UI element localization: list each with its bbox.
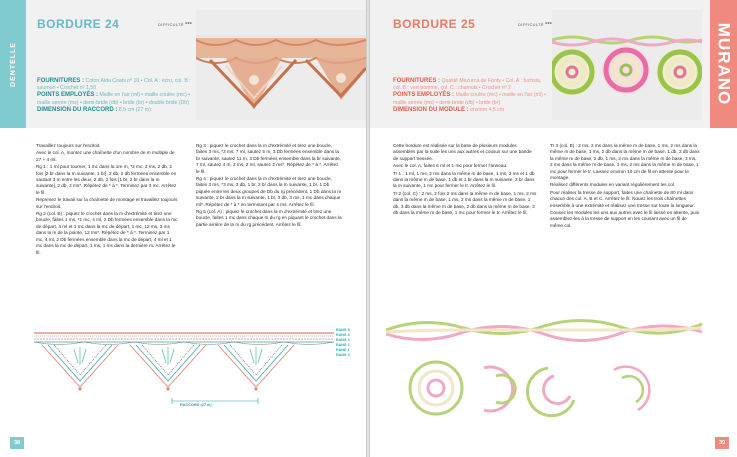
instruction-paragraph: Tr 2 (col. C) : 2 ms, 2 fois 2 ms dans la même m de base, 1 ms, 2 ms dans la même m de base, 1 ms, 2 ms dans la même m de base, 1 db, 3 db dans la même m de base, 2 db dans la même m de base, 3 db dans la même m de base, 1 mc pour fermer le tr. Arrêtez le fil. — [393, 190, 537, 216]
dimension-line — [393, 107, 549, 114]
side-tab-label: MURANO — [714, 22, 734, 106]
difficulty-marks: *** — [545, 22, 552, 28]
round-legend — [336, 328, 350, 357]
murano-chart-image — [384, 310, 704, 430]
round-label: RANG 3 — [336, 337, 350, 342]
right-page — [370, 0, 737, 457]
dimension-line — [37, 107, 197, 114]
right-specs — [393, 78, 549, 114]
points-line — [393, 92, 549, 106]
fournitures-label: FOURNITURES : — [37, 78, 84, 84]
page-number: 38 — [10, 437, 24, 449]
round-label: RANG 5 — [336, 328, 350, 332]
dimension-text: environ 4,5 cm — [470, 106, 505, 113]
difficulty-label: DIFFICULTÉ — [158, 22, 184, 27]
instruction-paragraph: Cousez les modules les uns aux autres avec le fil laissé en attente, puis assemblez-les à la tresse de support en les cousant avec un fil de même col. — [550, 210, 700, 228]
right-header — [370, 0, 710, 128]
side-tab-murano — [710, 0, 737, 128]
lace-border-photo — [196, 10, 366, 120]
instruction-paragraph: Rg 3 : piquez le crochet dans la m d'extrémité et tirez une boucle, faites 3 ms, *2 ms, 7 ml, sautez 5 m, 3 Db fermées ensemble dans la br suivante, sautez 11 m, 3 Db fermées ensemble dans la br suivante, 7 ml, sautez 4 m, 2 ms, 2 ml, sautez 2 ms*. Répétez de * à *. Arrêtez le fil. — [196, 143, 342, 174]
murano-chart-25 — [384, 310, 704, 430]
side-tab-dentelle — [0, 0, 26, 128]
dimension-text: 8,5 cm (27 m) — [118, 106, 151, 113]
right-instructions-col2 — [550, 143, 700, 230]
difficulty-rating — [158, 22, 192, 28]
crochet-chart-image — [34, 325, 334, 415]
round-label: RANG 2 — [336, 342, 350, 347]
difficulty-marks: *** — [185, 22, 192, 28]
page-title: BORDURE 24 — [37, 17, 120, 31]
instruction-paragraph: Rg 2 (col. B) : piquez le crochet dans la m d'extrémité et tirez une boucle, faites 1 ms, *1 mc, 4 ml, 2 Db fermées ensemble dans la mc de départ, 4 ml et 1 mc dans la mc de départ, 1 mc, 12 ms, 3 ms dans la m de la pointe, 12 ms*. Répétez de * à *. Terminez par 1 mc, 4 ml, 2 Db fermées ensemble dans la mc de départ, 4 ml et 1 mc dans la mc de départ, 1 ms, 1 ms dans la dernière m. Arrêtez le fil. — [36, 211, 178, 255]
left-specs — [37, 78, 197, 114]
difficulty-rating — [518, 22, 552, 28]
fournitures-text: Qualité Mazurca de Fonty • Col. A : fuchsia, col. B : vert pomme, col. C : chamois • Crochet nº 2 — [393, 78, 542, 92]
page-title: BORDURE 25 — [393, 17, 476, 31]
instruction-paragraph: Réalisez différents modules en variant régulièrement les col. — [550, 182, 676, 188]
dimension-label: DIMENSION DU MODULE : — [393, 106, 469, 113]
fournitures-line — [393, 78, 549, 92]
round-label: RANG 1 — [336, 347, 350, 352]
side-tab-label: DENTELLE — [9, 41, 17, 87]
dimension-label: DIMENSION DU RACCORD : — [37, 106, 118, 113]
round-label: RANG 4 — [336, 332, 350, 337]
instruction-paragraph: Avec le col. A, montez une chaînette d'un nombre de m multiple de 27 + 4 ml. — [36, 150, 175, 162]
instruction-paragraph: Tr 3 (col. B) : 2 ms, 2 ms dans la même m de base, 1 ms, 2 ms dans la même m de base, 1 ms, 2 db dans la même m de base, 1 db, 2 db dans la même m de base, 2 db, 1 ms, 2 ms dans la même m de base, 3 ms, 2 ms dans la même m de base, 1 ms, 2 ms dans la même m de base, 1 mc pour fermer le tr. Laissez environ 10 cm de fil en attente pour le montage. — [550, 143, 700, 181]
fournitures-text: Coton Aida Coats nº 10 • Col. A : écru, col. B : saumon • Crochet nº 1,50 — [37, 78, 191, 92]
murano-photo-image — [552, 10, 702, 120]
right-instructions-col1 — [393, 143, 537, 217]
instruction-paragraph: Rg 4 : piquez le crochet dans la m d'extrémité et tirez une boucle, faites 3 ms, *3 ms, 3 db, 1 br, 2 br dans la m suivante, 1 br, 1 Db piquée entre les deux groupes de Db du rg précédent, 1 Db dans la m suivante, 2 br dans la m suivante, 1 br, 3 db, 3 ms, 1 mc dans chaque ml*. Répétez de * à * en terminant par 4 ms. Arrêtez le fil. — [196, 176, 342, 207]
instruction-paragraph: Reprenez le travail sur la chaînette de montage et travaillez toujours sur l'endroit. — [36, 197, 178, 209]
page-number: 39 — [715, 437, 729, 449]
left-instructions-col2 — [196, 143, 342, 229]
round-label: RANG 2 — [336, 352, 350, 357]
lace-photo-image — [196, 10, 366, 120]
instruction-paragraph: Avec le col. A, faites 6 ml et 1 mc pour fermer l'anneau. — [393, 163, 508, 169]
left-page — [0, 0, 366, 457]
points-label: POINTS EMPLOYÉS : — [393, 92, 455, 99]
points-text: Maille coulée (mc) • maille en l'air (ml) • maille serrée (ms) • demi-bride (db) • bride (br) — [393, 92, 546, 106]
crochet-chart-24 — [34, 325, 334, 415]
left-header — [26, 0, 366, 128]
points-line — [37, 92, 197, 106]
raccord-label: RACCORD (27 m) — [180, 403, 212, 407]
points-text: Maille en l'air (ml) • maille coulée (mc) • maille serrée (ms) • demi-bride (db) • bride (br) • double bride (Db) — [37, 92, 190, 106]
instruction-paragraph: Travaillez toujours sur l'endroit. — [36, 143, 101, 148]
instruction-paragraph: Pour réaliser la tresse de support, faites une chaînette de 80 ml dans chacun des col. A, B et C. Arrêtez le fil. Nouez les trois chaînettes ensemble à une extrémité et réalisez une tresse sur toute la longueur. — [550, 189, 695, 208]
points-label: POINTS EMPLOYÉS : — [37, 92, 99, 99]
murano-border-photo — [552, 10, 702, 120]
fournitures-label: FOURNITURES : — [393, 78, 440, 84]
instruction-paragraph: Rg 5 (col. A) : piquez le crochet dans la m d'extrémité et tirez une boucle, faites 1 mc dans chaque m du rg en piquant le crochet dans la partie arrière de la m du rg précédent. Arrêtez le fil. — [196, 209, 342, 227]
instruction-paragraph: Cette bordure est réalisée sur la base de plusieurs modules assemblés par la suite les uns aux autres et cousus sur une bande de support tressée. — [393, 143, 532, 161]
instruction-paragraph: Rg 1 : 1 ml pour tourner, 1 mc dans la 1re m, *2 mc, 2 ms, 2 db, 2 fois [2 br dans la m suivante, 1 br], 2 db, 2 db fermées ensemble en sautant 3 m entre les deux, 2 db, 2 fois [1 br, 2 br dans la m suivante], 2 db, 2 ms*. Répétez de * à *. Terminez par 3 mc. Arrêtez le fil. — [36, 164, 177, 195]
instruction-paragraph: Tr 1 : 1 ml, 1 ms, 2 ms dans la même m de base, 1 ms, 2 ms et 1 db dans la même m de base, 1 db et 1 br dans la m suivante, 3 br dans la m suivante, 1 mc pour fermer le tr. Arrêtez le fil. — [393, 170, 535, 189]
fournitures-line — [37, 78, 197, 92]
left-instructions-col1 — [36, 143, 178, 257]
difficulty-label: DIFFICULTÉ — [518, 22, 544, 27]
